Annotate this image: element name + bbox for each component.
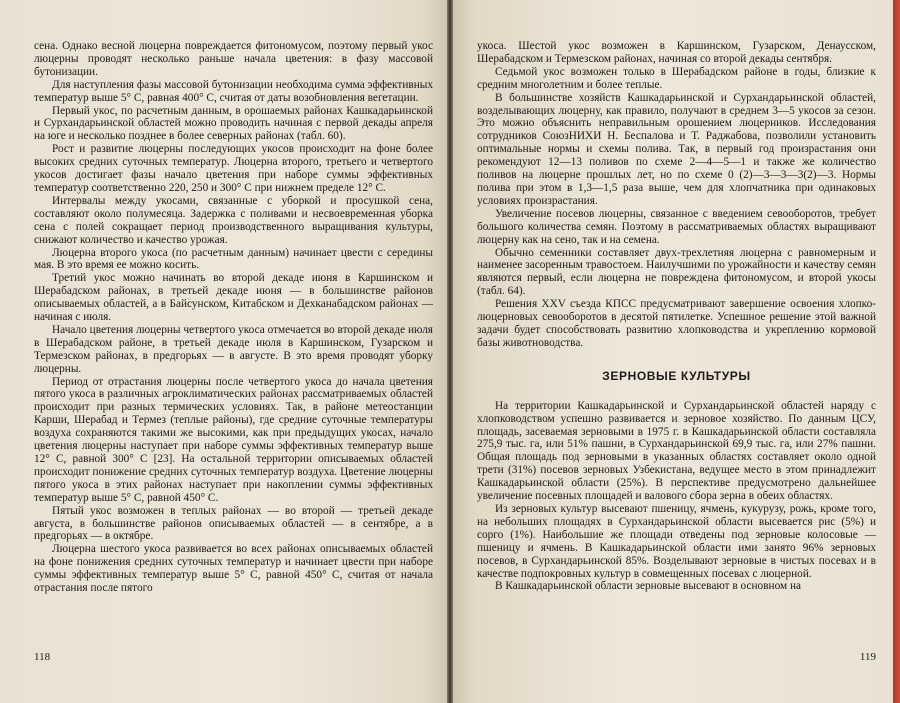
page-number-left: 118 bbox=[34, 651, 51, 663]
paragraph: Для наступления фазы массовой бутонизации необходима сумма эффективных температур выше 5° С, равная 400° С, считая от даты возобновления вегетации. bbox=[34, 78, 433, 104]
page-number-right: 119 bbox=[859, 651, 876, 663]
paragraph: На территории Кашкадарьинской и Сурхандарьинской областей наряду с хлопководством успешно развивается и зерновое хозяйство. По данным ЦСУ, площадь, засеваемая зерновыми в 1975 г. в Кашкадарьинской области составляла 275,9 тыс. га, или 51% пашни, в Сурхандарьинской 69,9 тыс. га, или 27% пашни. Общая площадь под зерновыми в указанных областях составляет около одной трети (31%) посевов зерновых Узбекистана, ведущее место в этом принадлежит Кашкадарьинской области (25%). В перспективе предусмотрено дальнейшее увеличение посевных площадей и валового сбора зерна в обеих областях. bbox=[477, 399, 876, 503]
paragraph: Интервалы между укосами, связанные с уборкой и просушкой сена, составляют около полумесяца. Задержка с поливами и несвоевременная уборка сена с полей сокращает период производственного выращивания культуры, снижают количество и качество урожая. bbox=[34, 194, 433, 246]
paragraph: Пятый укос возможен в теплых районах — во второй — третьей декаде августа, в большинстве районов описываемых областей — в сентябре, а в предгорьях — в октябре. bbox=[34, 504, 433, 543]
paragraph: Из зерновых культур высевают пшеницу, ячмень, кукурузу, рожь, кроме того, на небольших площадях в Сурхандарьинской области высевается рис (5%) и сорго (1%). Наибольшие же площади отведены под зерновые колосовые — пшеницу и ячмень. В Кашкадарьинской области ими занято 96% зерновых посевов, в Сурхандарьинской 85%. Возделывают зерновые в чистых посевах и в качестве подпокровных культур в совмещенных посевах с люцерной. bbox=[477, 503, 876, 580]
paragraph: сена. Однако весной люцерна повреждается фитономусом, поэтому первый укос люцерны проводят несколько раньше начала цветения: в фазу массовой бутонизации. bbox=[34, 40, 433, 78]
paragraph: Люцерна шестого укоса развивается во всех районах описываемых областей на фоне понижения средних суточных температур и начинает цвести при наборе суммы эффективных температур выше 5° С, равной 450° С, считая от начала отрастания после пятого bbox=[34, 543, 433, 595]
left-page bbox=[0, 0, 447, 703]
right-page bbox=[453, 0, 900, 703]
paragraph: Начало цветения люцерны четвертого укоса отмечается во второй декаде июля в Шерабадском районе, в третьей декаде июля в Каршинском, Гузарском и Термезском районах, в предгорьях — в августе. В это время проводят уборку люцерны. bbox=[34, 323, 433, 375]
paragraph: укоса. Шестой укос возможен в Каршинском, Гузарском, Денаусском, Шерабадском и Термезском районах, начиная со второй декады сентября. bbox=[477, 40, 876, 65]
paragraph: Первый укос, по расчетным данным, в орошаемых районах Кашкадарьинской и Сурхандарьинской областей можно проводить начиная с первой декады апреля на юге и несколько позднее в более северных районах (табл. 60). bbox=[34, 104, 433, 143]
paragraph: Период от отрастания люцерны после четвертого укоса до начала цветения пятого укоса в различных агроклиматических районах рассматриваемых областей происходит при разных термических условиях. Так, в районе метеостанции Карши, Шерабад и Термез (теплые районы), где средние суточные температуры воздуха сохраняются такими же высокими, как при предыдущих укосах, начало цветения люцерны наступает при наборе суммы эффективных температур выше 12° С, равной 300° С [23]. На остальной территории описываемых областей происходит понижение средних суточных температур воздуха. Цветение люцерны пятого укоса в этих районах наступает при накоплении суммы эффективных температур выше 5° С, равной 450° С. bbox=[34, 375, 433, 504]
paragraph: Решения XXV съезда КПСС предусматривают завершение освоения хлопко-люцерновых севооборотов в десятой пятилетке. Успешное решение этой важной задачи будет способствовать развитию хлопководства и укреплению кормовой базы животноводства. bbox=[477, 298, 876, 349]
paragraph: Обычно семенники составляет двух-трехлетняя люцерна с равномерным и наименее засоренным травостоем. Наилучшими по урожайности и качеству семян являются первый, если люцерна не повреждена фитономусом, и второй укосы (табл. 64). bbox=[477, 246, 876, 298]
book-edge bbox=[893, 0, 900, 703]
paragraph: Увеличение посевов люцерны, связанное с введением севооборотов, требует большого количества семян. Поэтому в рассматриваемых областях выращивают люцерну как на сено, так и на семена. bbox=[477, 207, 876, 246]
paragraph: Седьмой укос возможен только в Шерабадском районе в годы, близкие к средним многолетним и более теплые. bbox=[477, 65, 876, 91]
paragraph: Люцерна второго укоса (по расчетным данным) начинает цвести с середины мая. В это время ее можно косить. bbox=[34, 246, 433, 272]
paragraph: Рост и развитие люцерны последующих укосов происходит на фоне более высоких средних суточных температур. Люцерна второго, третьего и четвертого укосов достигает фазы начало цветения при наборе суммы эффективных температур соответственно 220, 250 и 300° С при нижнем пределе 12° С. bbox=[34, 143, 433, 194]
section-heading: ЗЕРНОВЫЕ КУЛЬТУРЫ bbox=[602, 368, 751, 383]
paragraph: В большинстве хозяйств Кашкадарьинской и Сурхандарьинской областей, возделывающих люцерну, как правило, получают в среднем 3—5 укосов за сезон. Это можно объяснить неправильным орошением люцерников. Исследования сотрудников СоюзНИХИ Н. Беспалова и Т. Раджабова, позволили установить оптимальные нормы и схемы полива. Так, в первый год произрастания они рекомендуют 12—13 поливов по схеме 2—4—5—1 и также же количество поливов на люцерне прошлых лет, но по схеме 0 (2)—3—3—3(2)—3. Нормы полива при этом в 1,3—1,5 раза выше, чем для хлопчатника при одинаковых условиях произрастания. bbox=[477, 91, 876, 207]
paragraph: В Кашкадарьинской области зерновые высевают в основном на bbox=[495, 580, 802, 593]
paragraph: Третий укос можно начинать во второй декаде июня в Каршинском и Шерабадском районах, в третьей декаде июня — в большинстве районов описываемых областей, а в Байсунском, Китабском и Дехканабадском районах — начиная с июля. bbox=[34, 272, 433, 324]
